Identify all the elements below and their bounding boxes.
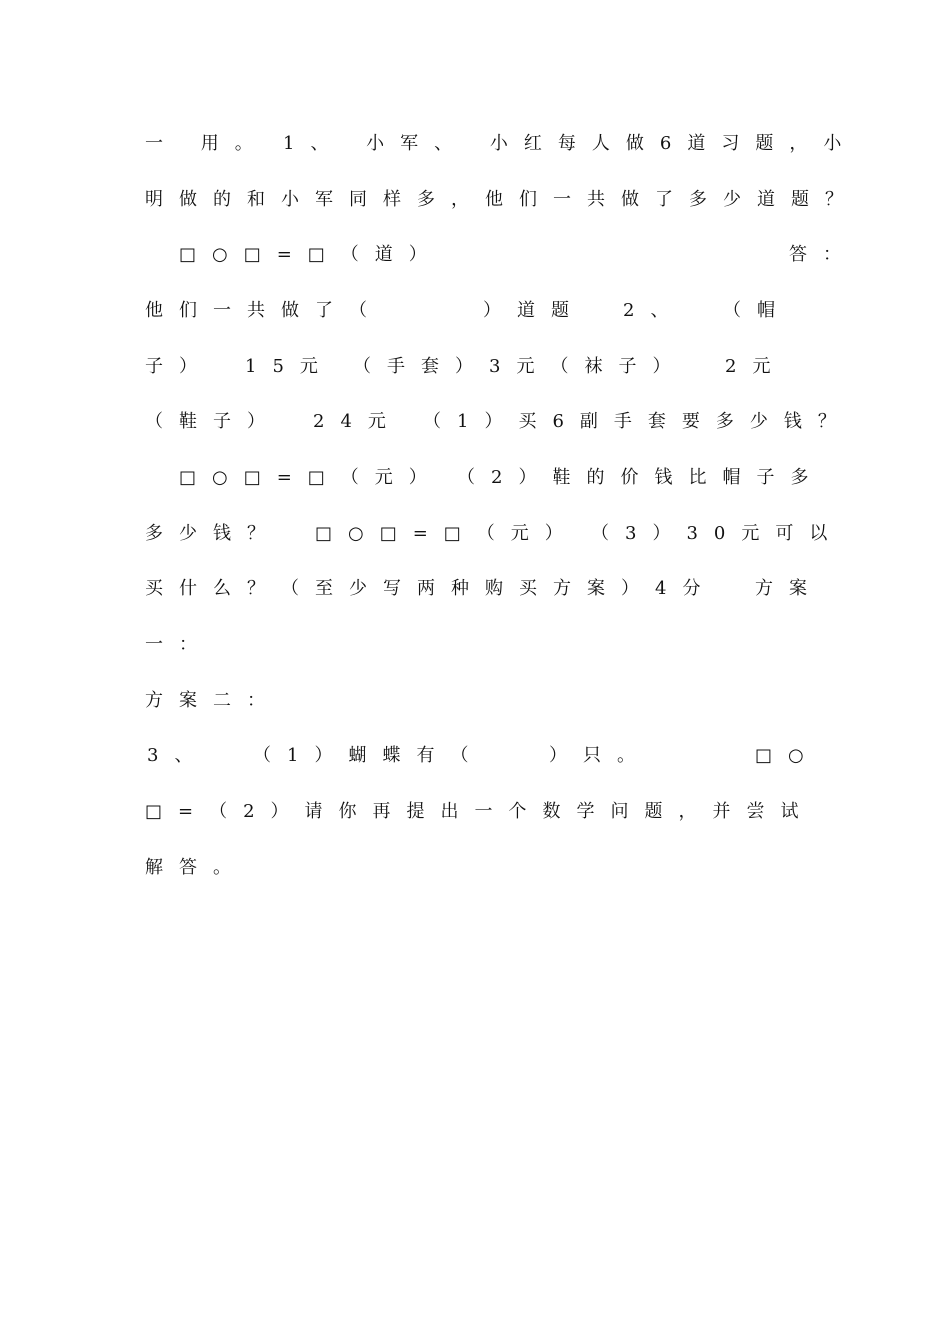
text-line-14 — [145, 853, 835, 883]
text-segment: 子） — [145, 356, 213, 377]
text-segment: □○ — [755, 745, 820, 766]
text-segment: □○□=□（元） — [315, 523, 579, 544]
text-segment: （帽 — [723, 300, 791, 321]
text-line-7 — [145, 463, 835, 493]
text-line-5 — [145, 352, 835, 382]
text-line-8 — [145, 519, 844, 549]
text-segment: 答： — [789, 244, 857, 265]
text-segment: （手套）3元（袜子） — [353, 356, 687, 377]
text-segment: （鞋子） — [145, 411, 281, 432]
text-segment: 3、 — [147, 745, 209, 766]
text-line-4 — [145, 296, 835, 326]
text-line-6 — [145, 407, 852, 437]
text-segment: 2元 — [725, 356, 787, 377]
text-line-11 — [145, 686, 835, 716]
text-segment: 一： — [145, 634, 213, 655]
text-segment: ）只。 — [549, 745, 651, 766]
text-line-12 — [145, 741, 835, 771]
text-line-3 — [145, 240, 857, 270]
text-segment: □○□=□（元） — [179, 467, 443, 488]
text-segment: □○□=□（道） — [179, 244, 443, 265]
text-segment: 2、 — [623, 300, 685, 321]
text-segment: 1、 小军、 小红每人做6道习题，小 — [283, 133, 858, 154]
text-segment: 方案 — [755, 578, 823, 599]
text-segment: 24元 — [313, 411, 402, 432]
text-segment: 明做的和小军同样多，他们一共做了多少道题？ — [145, 189, 859, 210]
text-segment: （3）30元可以 — [591, 523, 844, 544]
text-line-13 — [145, 797, 835, 827]
text-segment: （1）蝴蝶有（ — [253, 745, 485, 766]
text-line-2 — [145, 185, 859, 215]
text-segment: （2）鞋的价钱比帽子多 — [457, 467, 825, 488]
text-segment: 15元 — [245, 356, 334, 377]
text-line-1 — [145, 129, 858, 159]
text-segment: 买什么？（至少写两种购买方案）4分 — [145, 578, 717, 599]
text-segment: ）道题 — [483, 300, 585, 321]
text-segment: 一 用。 — [145, 133, 269, 154]
text-segment: 多少钱？ — [145, 523, 281, 544]
text-segment: 他们一共做了（ — [145, 300, 383, 321]
text-line-10 — [145, 630, 835, 660]
text-segment: □=（2）请你再提出一个数学问题，并尝试 — [145, 801, 815, 822]
text-segment: 解答。 — [145, 857, 247, 878]
text-segment: 方案二： — [145, 690, 281, 711]
text-segment: （1）买6副手套要多少钱？ — [423, 411, 852, 432]
text-line-9 — [145, 574, 835, 604]
